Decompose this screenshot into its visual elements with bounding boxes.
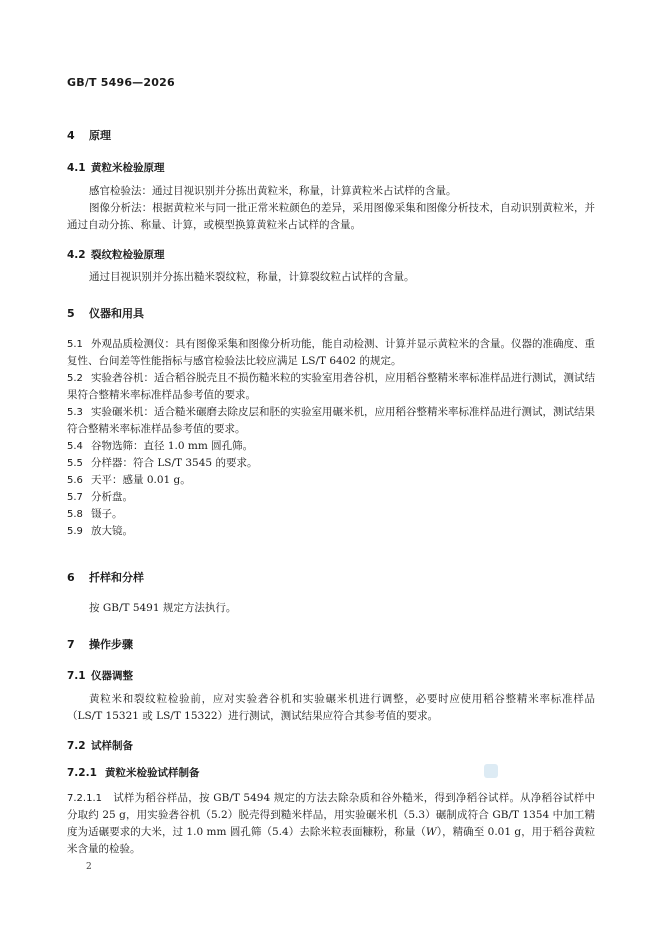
section-5-item-list (67, 336, 595, 540)
item-number: 5.5 (67, 458, 83, 469)
list-item (67, 523, 595, 540)
list-item (67, 455, 595, 472)
item-number: 5.9 (67, 526, 83, 537)
list-item (67, 506, 595, 523)
item-text: 分析盘。 (91, 491, 133, 503)
section-title: 仪器和用具 (89, 307, 144, 320)
item-number: 5.4 (67, 441, 83, 452)
item-number: 5.6 (67, 475, 83, 486)
item-text: 试样为稻谷样品，按 GB/T 5494 规定的方法去除杂质和谷外糙米，得到净稻谷试样。从净稻谷试样中分取约 25 g，用实验砻谷机（5.2）脱壳得到糙米样品，用实验碾米机（5.3）碾制成符合 GB/T 1354 中加工精度为适碾要求的大米，过 1.0 mm 圆孔筛（5.4）去除米粒表面糠粉，称量（ (67, 792, 595, 838)
section-title: 黄粒米检验原理 (91, 162, 165, 174)
section-4-1-heading (67, 160, 595, 175)
list-item (67, 404, 595, 438)
section-title: 原理 (89, 129, 111, 142)
item-number: 7.2.1.1 (67, 793, 102, 804)
item-number: 5.8 (67, 509, 83, 520)
section-5-heading (67, 305, 595, 321)
item-text: 实验碾米机：适合糙米碾磨去除皮层和胚的实验室用碾米机，应用稻谷整精米率标准样品进行测试，测试结果符合整精米率标准样品参考值的要求。 (67, 406, 595, 435)
list-item (67, 336, 595, 370)
standard-code-header: GB/T 5496—2026 (67, 76, 175, 89)
section-4-2-paragraph-1: 通过目视识别并分拣出糙米裂纹粒，称量，计算裂纹粒占试样的含量。 (89, 271, 415, 283)
watermark-logo (484, 764, 498, 778)
section-title: 裂纹粒检验原理 (91, 249, 165, 261)
list-item (67, 472, 595, 489)
section-number: 4.2 (67, 249, 86, 261)
page-number: 2 (86, 862, 92, 872)
section-number: 7.2 (67, 740, 86, 752)
item-number: 5.2 (67, 373, 83, 384)
section-title: 扦样和分样 (89, 571, 144, 584)
item-text: 分样器：符合 LS/T 3545 的要求。 (91, 457, 258, 469)
section-number: 7 (67, 638, 75, 651)
section-4-2-heading (67, 247, 595, 262)
item-text: 谷物选筛：直径 1.0 mm 圆孔筛。 (91, 440, 254, 452)
section-7-2-1-heading (67, 765, 595, 780)
section-7-1-heading (67, 668, 595, 683)
list-item (67, 489, 595, 506)
section-title: 操作步骤 (89, 638, 133, 651)
section-7-2-1-1-paragraph (67, 790, 595, 858)
item-text: 放大镜。 (91, 525, 133, 537)
item-text: 实验砻谷机：适合稻谷脱壳且不损伤糙米粒的实验室用砻谷机，应用稻谷整精米率标准样品进行测试，测试结果符合整精米率标准样品参考值的要求。 (67, 372, 595, 401)
section-4-1-paragraph-2: 图像分析法：根据黄粒米与同一批正常米粒颜色的差异，采用图像采集和图像分析技术，自动识别黄粒米，并通过自动分拣、称量、计算，或模型换算黄粒米占试样的含量。 (67, 202, 595, 231)
list-item (67, 370, 595, 404)
section-7-heading (67, 636, 595, 652)
section-7-2-heading (67, 738, 595, 753)
section-4-heading (67, 127, 595, 143)
section-number: 5 (67, 307, 75, 320)
list-item (67, 438, 595, 455)
section-number: 6 (67, 571, 75, 584)
section-6-heading (67, 569, 595, 585)
section-title: 黄粒米检验试样制备 (105, 767, 200, 779)
item-number: 5.3 (67, 407, 83, 418)
section-title: 试样制备 (91, 740, 133, 752)
section-7-1-paragraph-1: 黄粒米和裂纹粒检验前，应对实验砻谷机和实验碾米机进行调整，必要时应使用稻谷整精米率标准样品（LS/T 15321 或 LS/T 15322）进行测试，测试结果应符合其参考值的要求。 (67, 693, 595, 722)
item-text: 天平：感量 0.01 g。 (91, 474, 191, 486)
item-text: 镊子。 (91, 508, 123, 520)
section-number: 4.1 (67, 162, 86, 174)
section-number: 7.1 (67, 670, 86, 682)
item-number: 5.7 (67, 492, 83, 503)
item-text: 外观品质检测仪：具有图像采集和图像分析功能，能自动检测、计算并显示黄粒米的含量。仪器的准确度、重复性、台间差等性能指标与感官检验法比较应满足 LS/T 6402 的规定。 (67, 338, 595, 367)
section-6-paragraph-1: 按 GB/T 5491 规定方法执行。 (89, 602, 237, 614)
section-title: 仪器调整 (91, 670, 133, 682)
item-text: ），精确至 0.01 g，用于稻谷黄粒米含量的检验。 (67, 826, 595, 855)
item-number: 5.1 (67, 339, 83, 350)
mass-variable: W (425, 826, 437, 838)
section-number: 4 (67, 129, 75, 142)
section-number: 7.2.1 (67, 767, 97, 779)
section-4-1-paragraph-1: 感官检验法：通过目视识别并分拣出黄粒米，称量，计算黄粒米占试样的含量。 (89, 185, 457, 197)
